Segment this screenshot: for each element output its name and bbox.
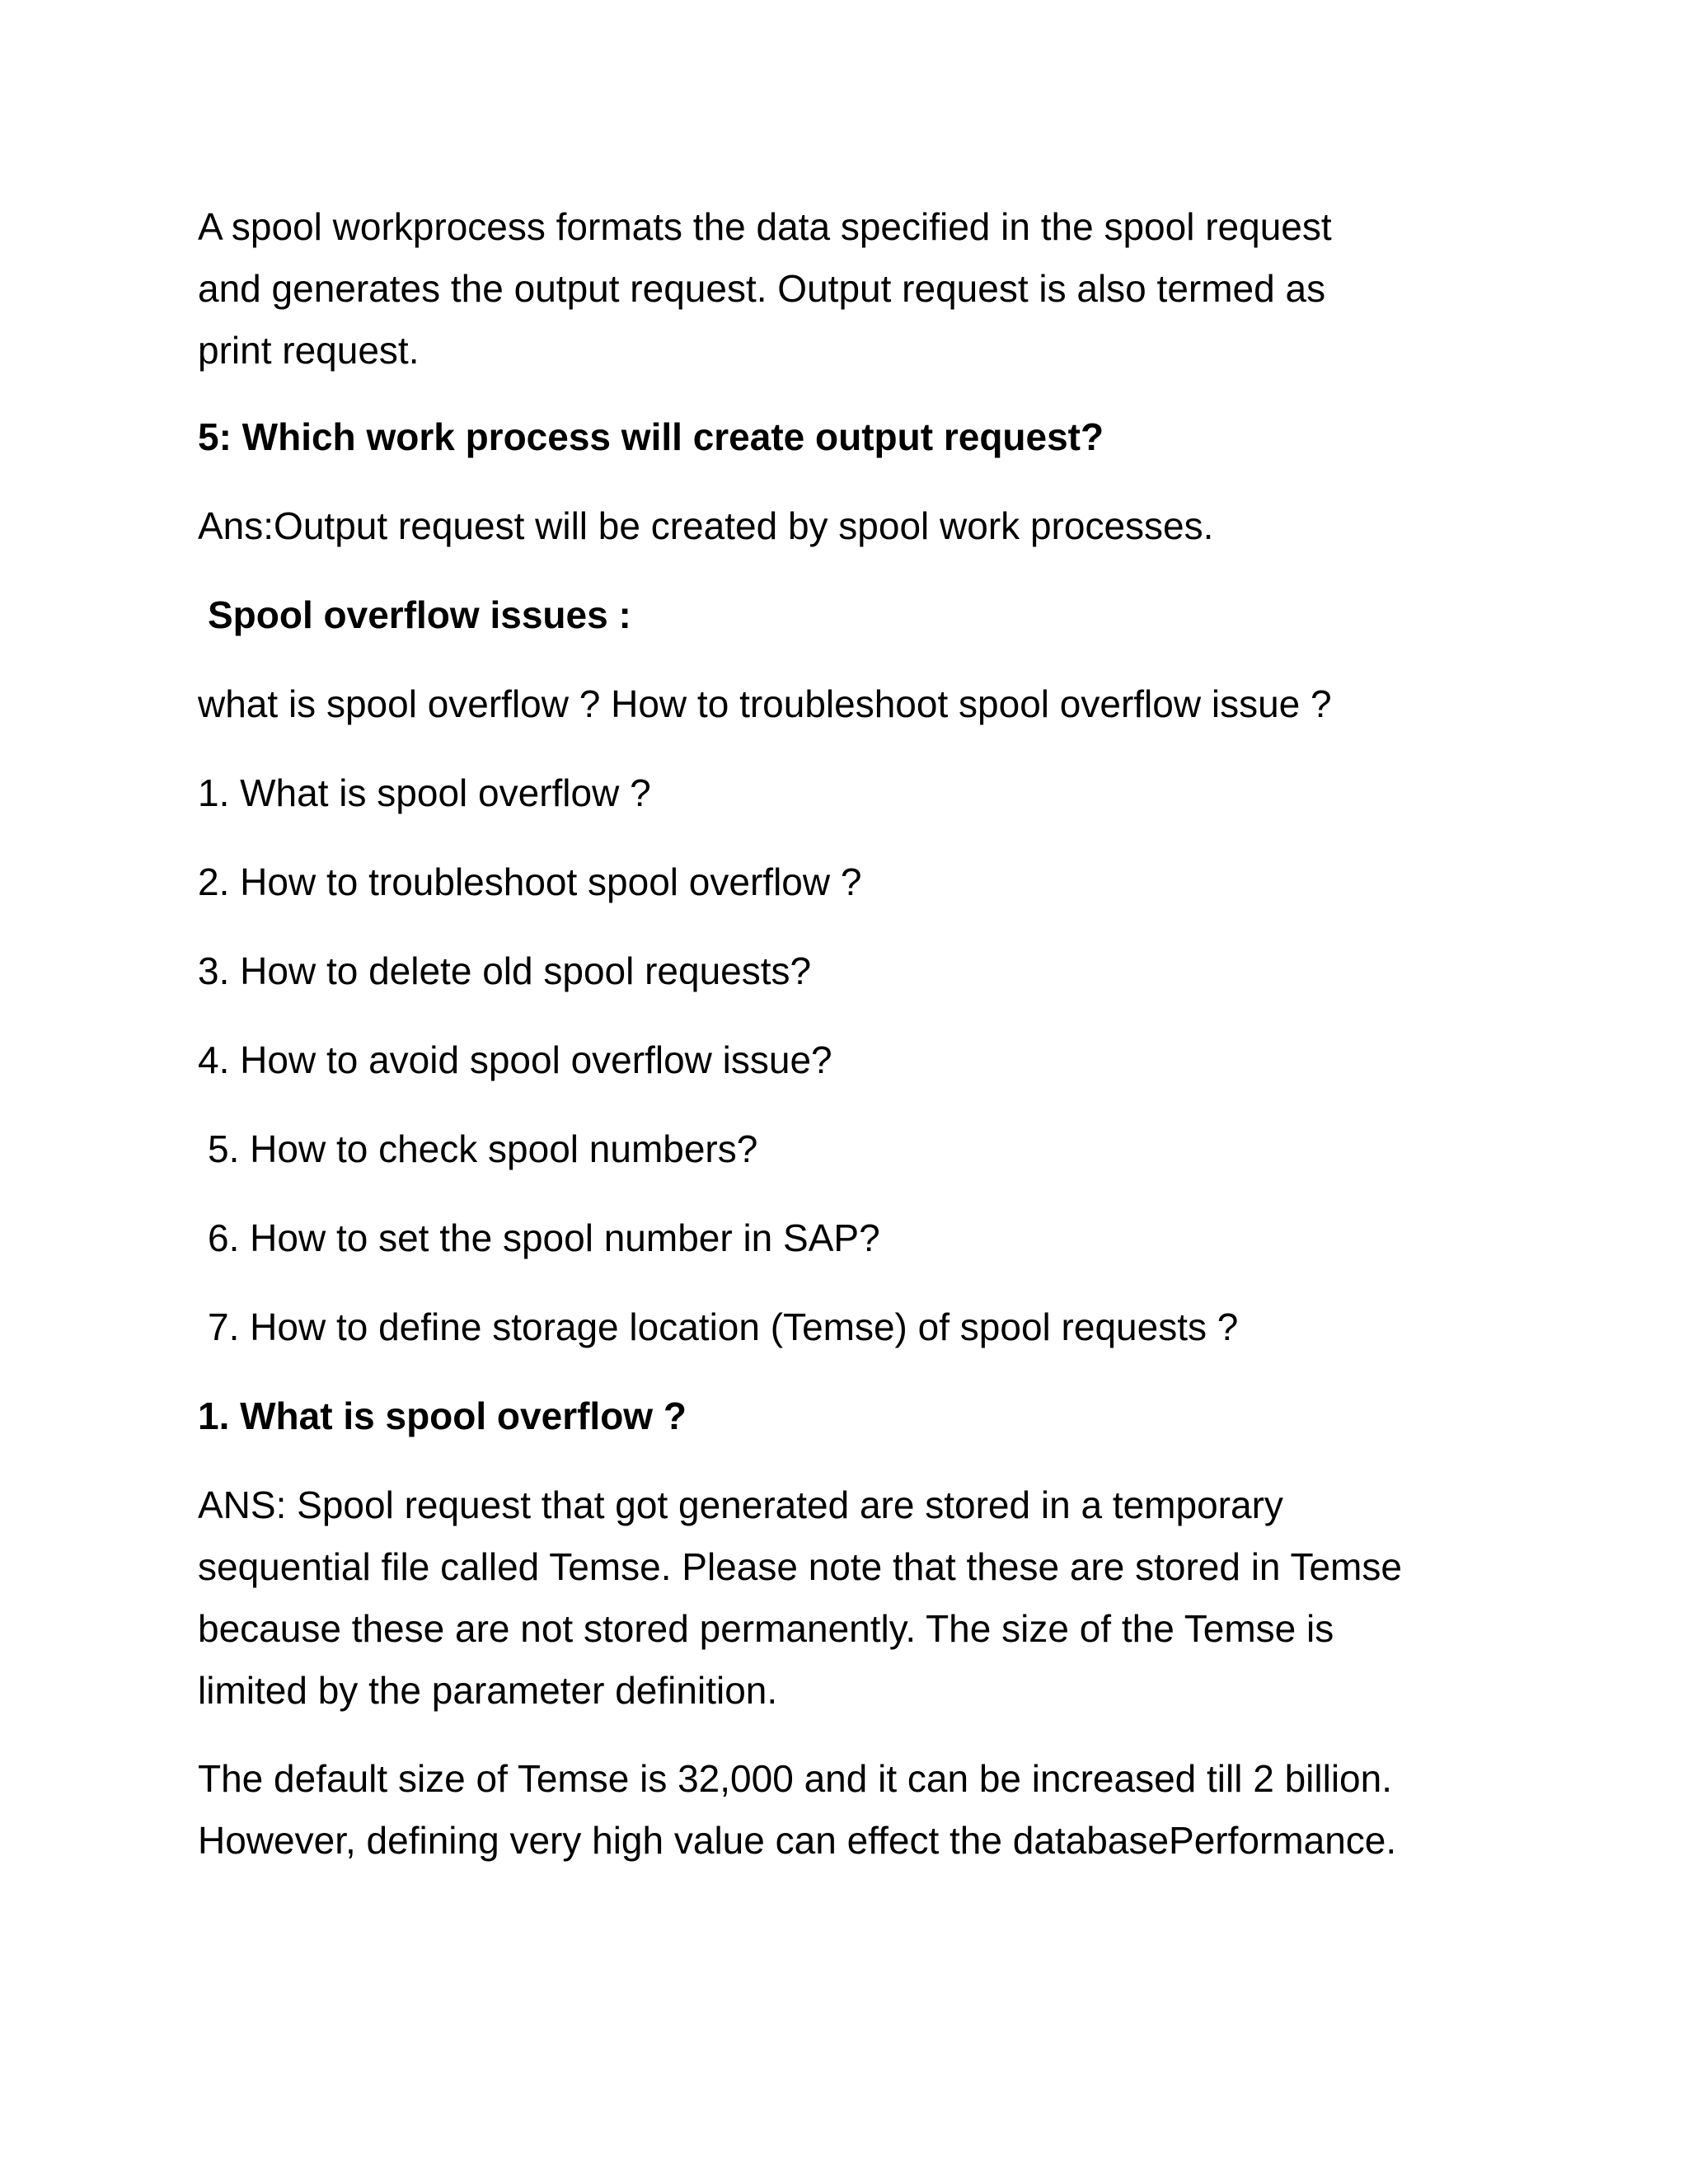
q1-heading: 1. What is spool overflow ? (198, 1394, 687, 1437)
section-question: what is spool overflow ? How to troubleshoot spool overflow issue ? (198, 682, 1332, 725)
toc-item: 1. What is spool overflow ? (198, 771, 651, 814)
toc-item: 7. How to define storage location (Temse) of spool requests ? (208, 1305, 1239, 1348)
toc-item: 5. How to check spool numbers? (208, 1127, 758, 1170)
toc-item: 2. How to troubleshoot spool overflow ? (198, 860, 862, 903)
intro-line: print request. (198, 329, 420, 372)
default-size-paragraph (198, 1748, 1500, 1872)
default-size-line: However, defining very high value can effect the databasePerformance. (198, 1819, 1397, 1862)
toc-list (198, 762, 1500, 1358)
intro-line: A spool workprocess formats the data specified in the spool request (198, 205, 1332, 248)
q1-answer-line: because these are not stored permanently. The size of the Temse is (198, 1607, 1334, 1650)
section-heading: Spool overflow issues : (208, 593, 631, 636)
q1-answer-line: sequential file called Temse. Please note that these are stored in Temse (198, 1545, 1402, 1588)
intro-paragraph (198, 196, 1500, 382)
toc-item: 3. How to delete old spool requests? (198, 949, 812, 992)
document-body (198, 196, 1500, 1872)
default-size-line: The default size of Temse is 32,000 and it can be increased till 2 billion. (198, 1757, 1392, 1800)
intro-line: and generates the output request. Output request is also termed as (198, 267, 1326, 310)
q5-answer: Ans:Output request will be created by spool work processes. (198, 504, 1214, 547)
toc-item: 6. How to set the spool number in SAP? (208, 1216, 880, 1259)
q1-answer-line: limited by the parameter definition. (198, 1669, 778, 1712)
toc-item: 4. How to avoid spool overflow issue? (198, 1038, 832, 1081)
q5-heading: 5: Which work process will create output request? (198, 415, 1104, 458)
q1-answer-line: ANS: Spool request that got generated are stored in a temporary (198, 1483, 1283, 1526)
q1-answer (198, 1474, 1500, 1722)
